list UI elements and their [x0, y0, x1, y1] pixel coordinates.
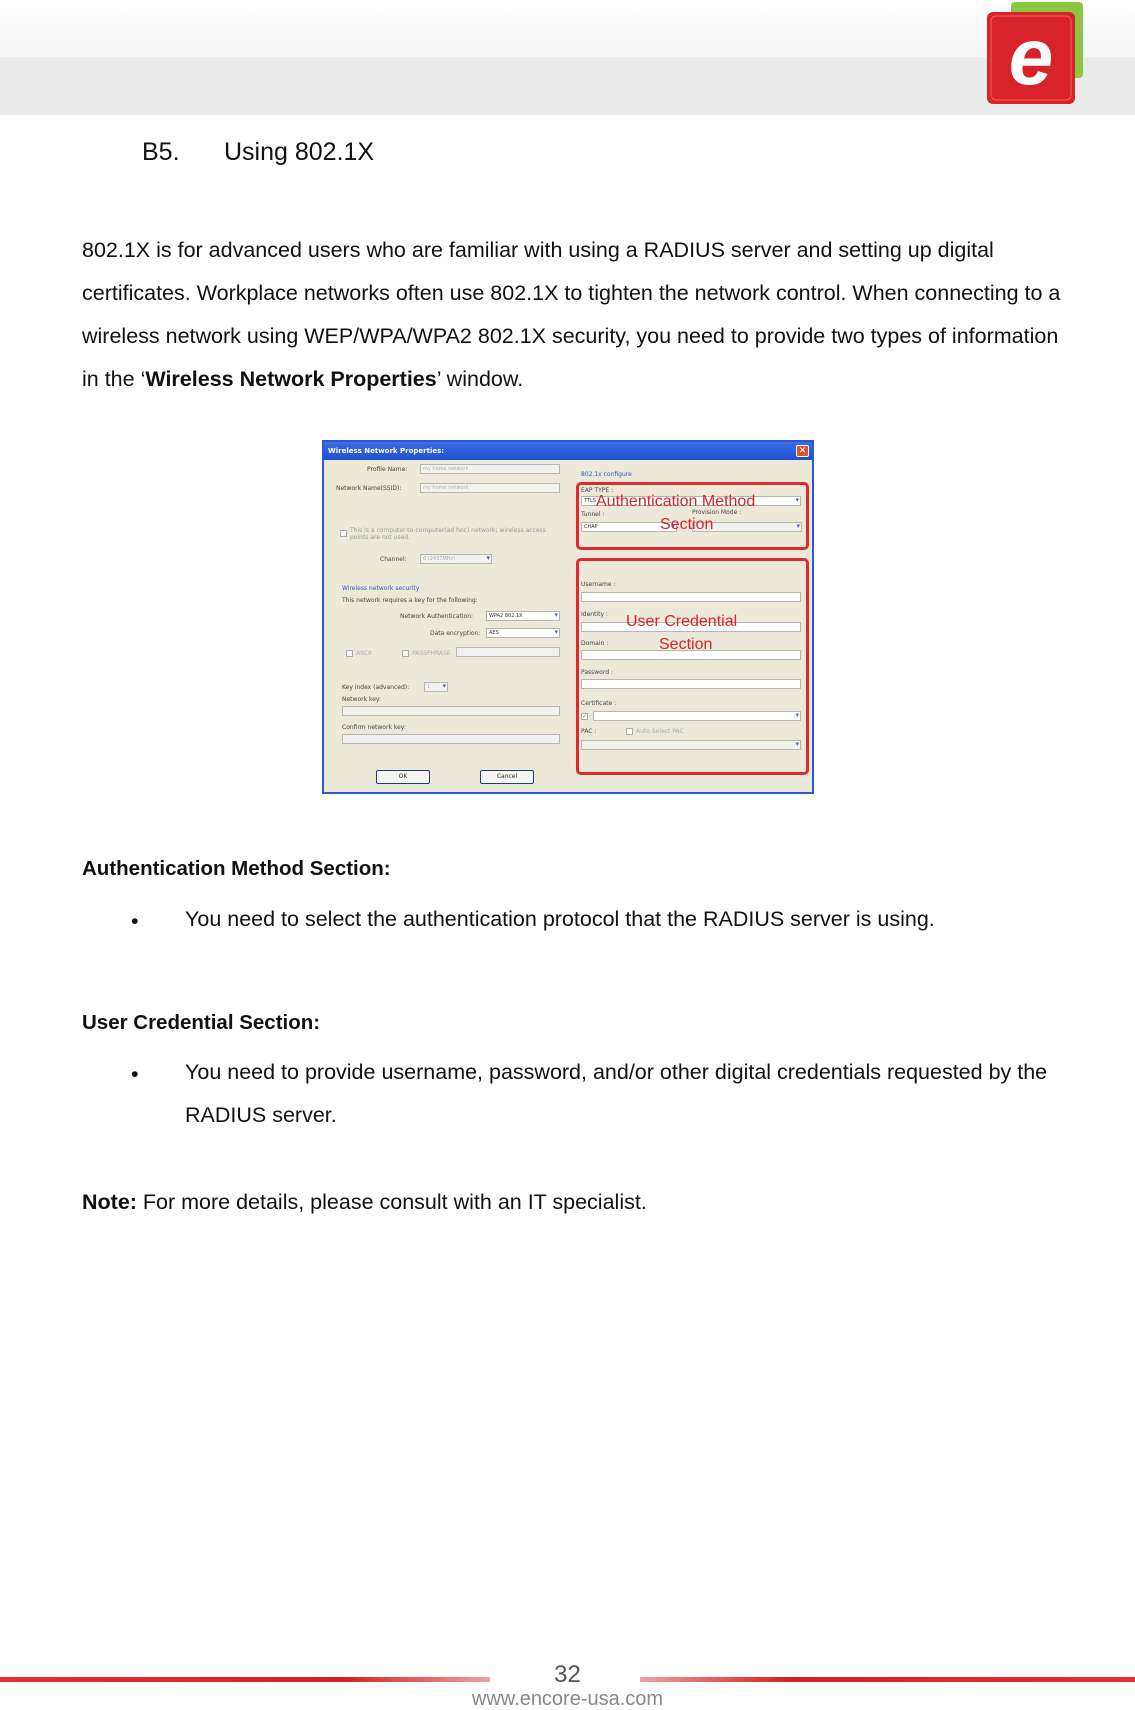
auth-callout-line1: Authentication Method: [596, 493, 756, 510]
username-label: Username :: [581, 581, 616, 588]
eap-type-select[interactable]: TTLS ▾: [581, 496, 801, 506]
ssid-input[interactable]: my home network: [420, 483, 560, 493]
cred-callout-line1: User Credential: [626, 613, 738, 630]
auth-section-heading: Authentication Method Section:: [82, 857, 391, 880]
auto-select-pac-label: Auto Select PAC: [636, 728, 684, 735]
auth-select[interactable]: WPA2 802.1X ▾: [486, 611, 560, 621]
key-index-label: Key index (advanced):: [342, 684, 410, 691]
certificate-checkbox[interactable]: ✓: [582, 713, 588, 720]
passphrase-input[interactable]: [456, 647, 560, 657]
window-title: Wireless Network Properties:: [328, 447, 445, 455]
profile-name-input[interactable]: my home network: [420, 464, 560, 474]
intro-paragraph: [82, 229, 1072, 401]
note-label: Note:: [82, 1190, 137, 1214]
page-header-top: [0, 0, 1135, 57]
ascii-checkbox[interactable]: [346, 650, 353, 657]
intro-bold-text: Wireless Network Properties: [145, 367, 437, 391]
ssid-label: Network Name(SSID):: [336, 485, 402, 492]
tunnel-label: Tunnel :: [581, 511, 605, 518]
tunnel-select[interactable]: CHAP ▾: [581, 522, 677, 532]
wireless-properties-screenshot: [322, 440, 814, 794]
provision-mode-label: Provision Mode :: [692, 509, 742, 516]
password-label: Password :: [581, 669, 613, 676]
certificate-label: Certificate :: [581, 700, 617, 707]
close-icon[interactable]: ✕: [796, 445, 809, 457]
ascii-label: ASCII: [356, 650, 372, 657]
eap-type-label: EAP TYPE :: [581, 487, 614, 494]
cred-callout-line2: Section: [659, 636, 713, 653]
channel-select[interactable]: 6 (2437MHz) ▾: [420, 554, 492, 564]
section-title: [142, 138, 374, 167]
footer-url: www.encore-usa.com: [471, 1688, 664, 1710]
svg-text:e: e: [1008, 12, 1054, 101]
network-key-input[interactable]: [342, 706, 560, 716]
intro-text: 802.1X is for advanced users who are familiar with using a RADIUS server and setting up digital certificates. Workplace networks often use 802.1X to tighten the network control. When connecting to a wireless network using WEP/WPA/WPA2 802.1X security, you need to provide two types of information in the ‘: [82, 238, 1061, 391]
cred-bullet: •: [131, 1062, 139, 1086]
intro-text-end: ’ window.: [436, 367, 524, 391]
config-heading: 802.1x configure: [581, 471, 632, 478]
identity-label: Identity :: [581, 611, 608, 618]
ok-button[interactable]: OK: [376, 770, 430, 784]
passphrase-label: PASSPHRASE: [412, 650, 451, 657]
cancel-button[interactable]: Cancel: [480, 770, 534, 784]
cred-section-heading: User Credential Section:: [82, 1011, 321, 1034]
note-paragraph: [82, 1190, 647, 1215]
profile-name-label: Profile Name:: [367, 466, 408, 473]
encryption-label: Data encryption:: [430, 630, 481, 637]
key-index-select[interactable]: 1 ▾: [424, 682, 448, 692]
user-credential-callout-box: [576, 558, 809, 775]
auth-section-text: You need to select the authentication protocol that the RADIUS server is using.: [185, 907, 935, 931]
encore-logo: [985, 2, 1097, 106]
security-heading: Wireless network security: [342, 585, 420, 592]
auth-callout-line2: Section: [660, 516, 714, 533]
window-body: [324, 460, 812, 792]
adhoc-checkbox[interactable]: [340, 530, 347, 537]
domain-label: Domain :: [581, 640, 609, 647]
channel-label: Channel:: [380, 556, 407, 563]
section-title-text: Using 802.1X: [224, 138, 375, 166]
network-key-label: Network key:: [342, 696, 382, 703]
confirm-key-input[interactable]: [342, 734, 560, 744]
auth-label: Network Authentication:: [400, 613, 474, 620]
encryption-select[interactable]: AES ▾: [486, 628, 560, 638]
page-number: 32: [554, 1661, 581, 1688]
note-text: For more details, please consult with an IT specialist.: [136, 1190, 647, 1214]
pac-label: PAC :: [581, 728, 597, 735]
confirm-key-label: Confirm network key:: [342, 724, 406, 731]
window-titlebar: [324, 442, 812, 460]
passphrase-checkbox[interactable]: [402, 650, 409, 657]
requires-key-text: This network requires a key for the following:: [342, 597, 478, 604]
section-number: B5.: [142, 138, 180, 166]
page-header-band: [0, 57, 1135, 115]
adhoc-text: This is a computer-to-computer(ad hoc) network; wireless access points are not used.: [350, 527, 546, 541]
cred-section-text: You need to provide username, password, and/or other digital credentials requested by the RADIUS server.: [185, 1060, 1048, 1127]
auth-bullet: •: [131, 909, 139, 933]
